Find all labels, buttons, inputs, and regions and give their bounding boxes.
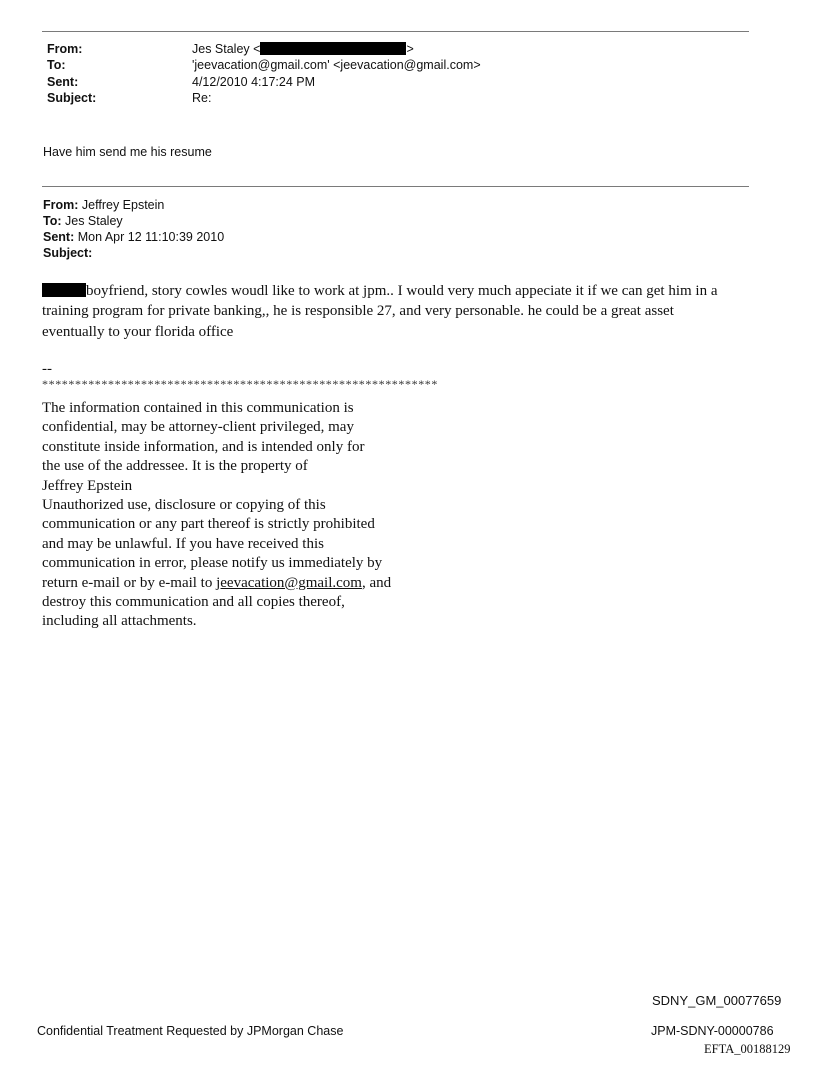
header-to-row [47, 57, 481, 73]
original-to-value: Jes Staley [65, 214, 123, 228]
redaction-block [260, 42, 406, 55]
message-body [42, 281, 754, 342]
subject-label: Subject: [47, 90, 97, 105]
bates-number-sdny: SDNY_GM_00077659 [652, 993, 782, 1008]
disclaimer-text: , and [361, 574, 392, 591]
sent-label: Sent: [47, 74, 79, 89]
subject-value: Re: [192, 90, 212, 105]
original-to-label: To: [43, 214, 62, 228]
signature-dash: -- [42, 361, 52, 377]
disclaimer [42, 399, 391, 632]
original-from-row [43, 197, 224, 213]
original-sent-label: Sent: [43, 230, 75, 244]
disclaimer-line: including all attachments. [42, 613, 197, 630]
disclaimer-line: Unauthorized use, disclosure or copying of this [42, 497, 326, 514]
disclaimer-text: return e-mail or by e-mail to [42, 574, 217, 591]
body-line [42, 281, 754, 301]
email-link[interactable]: jeevacation@gmail.com [216, 574, 362, 591]
disclaimer-line: confidential, may be attorney-client privileged, may [42, 419, 354, 436]
top-divider [42, 31, 749, 32]
body-line: eventually to your florida office [42, 323, 234, 340]
body-line: training program for private banking,, he is responsible 27, and very personable. he could be a great asset [42, 303, 674, 320]
original-sent-value: Mon Apr 12 11:10:39 2010 [77, 230, 225, 244]
bates-number-efta: EFTA_00188129 [704, 1042, 791, 1056]
original-subject-row [43, 245, 224, 261]
from-label: From: [47, 42, 83, 56]
header-from-row [47, 41, 481, 57]
disclaimer-line: The information contained in this communication is [42, 400, 354, 416]
disclaimer-line [42, 574, 391, 593]
disclaimer-line: destroy this communication and all copies thereof, [42, 594, 345, 611]
from-name: Jes Staley < [192, 42, 261, 56]
body-line-text: boyfriend, story cowles woudl like to work at jpm.. I would very much appeciate it if we can get him in a [86, 283, 718, 299]
to-value: 'jeevacation@gmail.com' <jeevacation@gmail.com> [192, 58, 481, 73]
reply-text: Have him send me his resume [43, 145, 212, 159]
original-from-label: From: [43, 198, 79, 212]
disclaimer-line: the use of the addressee. It is the property of [42, 458, 308, 475]
from-bracket: > [406, 42, 414, 56]
disclaimer-line: and may be unlawful. If you have received this [42, 535, 324, 552]
disclaimer-line: Jeffrey Epstein [42, 477, 133, 494]
original-header [43, 197, 224, 261]
to-label: To: [47, 58, 66, 73]
disclaimer-line: communication or any part thereof is strictly prohibited [42, 516, 375, 533]
original-to-row [43, 213, 224, 229]
from-value [192, 41, 414, 57]
header-sent-row [47, 74, 481, 90]
disclaimer-line: constitute inside information, and is intended only for [42, 438, 365, 455]
quote-divider [42, 186, 749, 187]
sent-value: 4/12/2010 4:17:24 PM [192, 74, 316, 89]
redaction-block [42, 283, 86, 297]
header-subject-row [47, 90, 481, 106]
confidential-notice: Confidential Treatment Requested by JPMorgan Chase [37, 1024, 344, 1038]
bates-number-jpm: JPM-SDNY-00000786 [651, 1024, 774, 1038]
disclaimer-line: communication in error, please notify us immediately by [42, 555, 383, 572]
email-header [47, 41, 481, 106]
original-sent-row [43, 229, 224, 245]
asterisk-separator: ************************************************************ [42, 377, 438, 391]
original-subject-label: Subject: [43, 246, 93, 260]
original-from-value: Jeffrey Epstein [81, 198, 165, 212]
